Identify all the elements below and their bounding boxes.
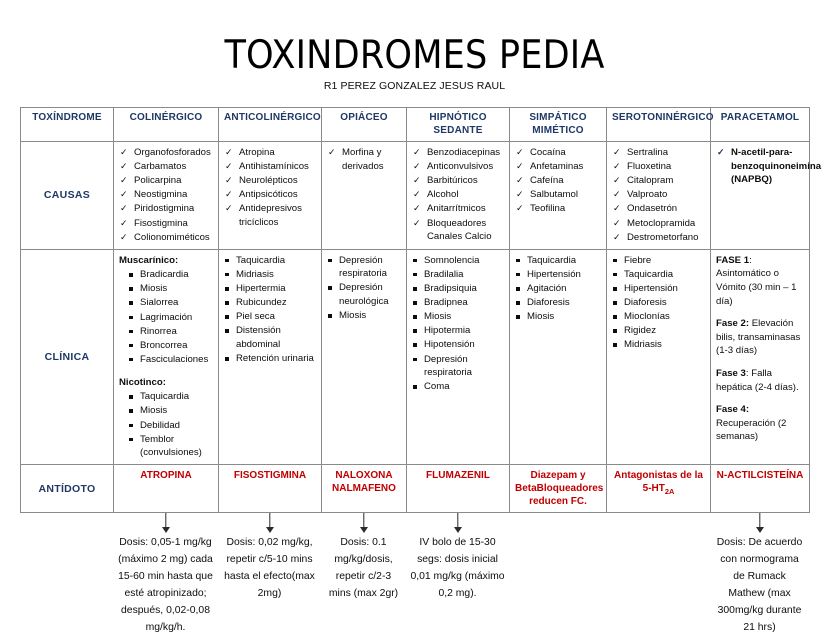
row-label-clinica: CLÍNICA — [21, 249, 114, 465]
antidote-simpatico: Diazepam y BetaBloqueadores reducen FC. — [510, 465, 607, 513]
dose-note-flumazenil — [406, 513, 509, 602]
list-item: ✓ Ondasetrón — [612, 202, 705, 216]
dose-note-n-acetilcisteina — [710, 513, 809, 636]
table-row-clinica — [21, 249, 810, 465]
row-label-causas: CAUSAS — [21, 142, 114, 250]
phase-label: Fase 2: — [716, 318, 750, 330]
list-item: ✓ Antihistamínicos — [224, 160, 316, 174]
down-arrow-icon — [406, 513, 509, 535]
list-item: Miosis — [128, 404, 213, 418]
list-item: ✓ Barbitúricos — [412, 174, 504, 188]
row-label-antidoto: ANTÍDOTO — [21, 465, 114, 513]
list-item: ✓ Anitarrítmicos — [412, 202, 504, 216]
cell-causas-simpatico — [510, 142, 607, 250]
antidote-anticolinergico: FISOSTIGMINA — [219, 465, 322, 513]
cell-clinica-hipnotico — [407, 249, 510, 465]
dose-note-text: Dosis: 0.1 mg/kg/dosis, repetir c/2-3 mins (max 2gr) — [328, 537, 399, 599]
list-clinica-simpatico — [515, 254, 601, 324]
list-item: ✓ Organofosforados — [119, 146, 213, 160]
column-header-simpatico-mimetico: SIMPÁTICO MIMÉTICO — [510, 108, 607, 142]
list-causas-colinergico — [119, 146, 213, 244]
phase-label: Fase 4: — [716, 404, 750, 416]
list-item: Bradipnea — [412, 296, 504, 310]
arrow-head — [162, 527, 170, 533]
list-item: ✓ Neurolépticos — [224, 174, 316, 188]
down-arrow-icon — [321, 513, 406, 535]
table-header-row — [21, 108, 810, 142]
paracetamol-phase: Fase 3: Falla hepática (2-4 días). — [716, 368, 799, 393]
title-block — [0, 0, 829, 92]
arrow-head — [756, 527, 764, 533]
phase-label: FASE 1 — [716, 254, 750, 266]
list-item: ✓ Bloqueadores Canales Calcio — [412, 217, 504, 244]
list-item: Miosis — [327, 309, 401, 323]
list-item: ✓ Metoclopramida — [612, 217, 705, 231]
list-item: ✓ Alcohol — [412, 188, 504, 202]
list-item: ✓ Benzodiacepinas — [412, 146, 504, 160]
list-causas-hipnotico — [412, 146, 504, 244]
list-causas-simpatico — [515, 146, 601, 216]
list-item: Fiebre — [612, 254, 705, 268]
list-item: ✓ N-acetil-para-benzoquinoneimina (NAPBQ) — [716, 146, 804, 187]
list-item: Depresión respiratoria — [412, 353, 504, 380]
cell-clinica-simpatico — [510, 249, 607, 465]
list-causas-opiaceo — [327, 146, 401, 173]
column-header-paracetamol: PARACETAMOL — [711, 108, 810, 142]
list-item: ✓ Cafeína — [515, 174, 601, 188]
toxindromes-table — [20, 107, 822, 513]
list-item: ✓ Policarpina — [119, 174, 213, 188]
paracetamol-phase-list — [716, 254, 804, 444]
list-item: Depresión respiratoria — [327, 254, 401, 281]
list-item: Mioclonías — [612, 310, 705, 324]
list-item: ✓ Teofilina — [515, 202, 601, 216]
list-item: Depresión neurológica — [327, 281, 401, 308]
list-item: Distensión abdominal — [224, 324, 316, 351]
list-item: ✓ Atropina — [224, 146, 316, 160]
list-clinica-nicotinico — [128, 390, 213, 460]
list-causas-anticolinergico — [224, 146, 316, 230]
cell-causas-paracetamol — [711, 142, 822, 250]
list-item: Somnolencia — [412, 254, 504, 268]
antidote-paracetamol: N-ACTILCISTEÍNA — [711, 465, 810, 513]
list-item: Diaforesis — [612, 296, 705, 310]
list-item: ✓ Carbamatos — [119, 160, 213, 174]
dose-note-text: Dosis: 0,05-1 mg/kg (máximo 2 mg) cada 15-60 min hasta que esté atropinizado; después, 0,02-0,08 mg/kg/h. — [118, 537, 213, 633]
cell-causas-colinergico — [114, 142, 219, 250]
page-title: TOXINDROMES PEDIA — [224, 33, 605, 78]
column-header-serotoninergico: SEROTONINÉRGICO — [607, 108, 711, 142]
cell-clinica-anticolinergico — [219, 249, 322, 465]
column-header-anticolinergico: ANTICOLINÉRGICO — [219, 108, 322, 142]
list-item: Piel seca — [224, 310, 316, 324]
list-item: Midriasis — [612, 338, 705, 352]
list-item: ✓ Piridostigmina — [119, 202, 213, 216]
list-item: ✓ Antidepresivos tricíclicos — [224, 202, 316, 229]
list-item: Hipotermia — [412, 324, 504, 338]
cell-clinica-serotoninergico — [607, 249, 711, 465]
paracetamol-phase: FASE 1: Asintomático o Vómito (30 min – 1 día) — [716, 254, 797, 307]
list-item: Hipotensión — [412, 338, 504, 352]
list-item: Midriasis — [224, 268, 316, 282]
list-item: ✓ Sertralina — [612, 146, 705, 160]
dose-note-text: Dosis: De acuerdo con normograma de Rumack Mathew (max 300mg/kg durante 21 hrs) — [716, 537, 803, 633]
page-subtitle: R1 PEREZ GONZALEZ JESUS RAUL — [323, 80, 506, 92]
list-clinica-serotoninergico — [612, 254, 705, 352]
list-item: Taquicardia — [224, 254, 316, 268]
column-header-colinergico: COLINÉRGICO — [114, 108, 219, 142]
group-spacer — [119, 367, 213, 376]
down-arrow-icon — [113, 513, 218, 535]
clinica-nicotinico-title: Nicotinco: — [119, 376, 166, 388]
list-item: Rubicundez — [224, 296, 316, 310]
list-item: ✓ Antipsicóticos — [224, 188, 316, 202]
paracetamol-phase: Fase 4: Recuperación (2 semanas) — [716, 404, 787, 443]
cell-clinica-colinergico — [114, 249, 219, 465]
dose-note-atropina — [113, 513, 218, 636]
list-item: ✓ Neostigmina — [119, 188, 213, 202]
antidote-colinergico: ATROPINA — [114, 465, 219, 513]
list-item: Debilidad — [128, 419, 213, 433]
antidote-opiaceo: NALOXONA NALMAFENO — [322, 465, 407, 513]
list-item: Taquicardia — [612, 268, 705, 282]
list-clinica-anticolinergico — [224, 254, 316, 366]
list-item: Lagrimación — [128, 311, 213, 325]
list-item: Fasciculaciones — [128, 353, 213, 367]
clinica-muscarinico-title: Muscarínico: — [119, 254, 179, 266]
list-item: ✓ Cocaína — [515, 146, 601, 160]
column-header-opiaceo: OPIÁCEO — [322, 108, 407, 142]
list-item: ✓ Anfetaminas — [515, 160, 601, 174]
dose-note-text: Dosis: 0,02 mg/kg, repetir c/5-10 mins hasta el efecto(max 2mg) — [224, 537, 315, 599]
list-item: Broncorrea — [128, 339, 213, 353]
list-item: ✓ Colionomiméticos — [119, 231, 213, 245]
cell-causas-opiaceo — [322, 142, 407, 250]
list-item: Coma — [412, 380, 504, 394]
dose-note-fisostigmina — [218, 513, 321, 602]
list-item: Taquicardia — [128, 390, 213, 404]
list-item: ✓ Fluoxetina — [612, 160, 705, 174]
list-item: ✓ Fisostigmina — [119, 217, 213, 231]
list-clinica-hipnotico — [412, 254, 504, 394]
arrow-head — [454, 527, 462, 533]
antidote-serotoninergico — [607, 465, 711, 513]
list-item: Rigidez — [612, 324, 705, 338]
list-clinica-muscarinico — [128, 268, 213, 366]
antidote-hipnotico: FLUMAZENIL — [407, 465, 510, 513]
list-clinica-opiaceo — [327, 254, 401, 323]
list-item: Sialorrea — [128, 296, 213, 310]
cell-clinica-opiaceo — [322, 249, 407, 465]
list-item: Hipertensión — [612, 282, 705, 296]
cell-causas-anticolinergico — [219, 142, 322, 250]
arrow-head — [360, 527, 368, 533]
table-row-antidoto — [21, 465, 810, 513]
list-item: Hipertensión — [515, 268, 601, 282]
cell-clinica-paracetamol — [711, 249, 810, 465]
column-header-toxindrome: TOXÍNDROME — [21, 108, 114, 142]
list-item: Hipertermia — [224, 282, 316, 296]
dose-note-naloxona — [321, 513, 406, 602]
cell-causas-hipnotico — [407, 142, 510, 250]
list-causas-paracetamol — [716, 146, 822, 187]
list-item: Bradipsiquia — [412, 282, 504, 296]
list-item: Rinorrea — [128, 325, 213, 339]
list-item: Temblor (convulsiones) — [128, 433, 213, 460]
dose-note-text: IV bolo de 15-30 segs: dosis inicial 0,01 mg/kg (máximo 0,2 mg). — [410, 537, 505, 599]
paracetamol-phase: Fase 2: Elevación bilis, transaminasas (1-3 días) — [716, 318, 801, 357]
list-item: ✓ Morfina y derivados — [327, 146, 401, 173]
dose-notes-area — [20, 513, 809, 640]
column-header-hipnotico-sedante: HIPNÓTICO SEDANTE — [407, 108, 510, 142]
list-item: ✓ Anticonvulsivos — [412, 160, 504, 174]
cell-causas-serotoninergico — [607, 142, 711, 250]
antidote-serotoninergico-label: Antagonistas de la 5-HT — [614, 470, 703, 495]
list-item: ✓ Salbutamol — [515, 188, 601, 202]
down-arrow-icon — [218, 513, 321, 535]
list-item: ✓ Destrometorfano — [612, 231, 705, 245]
table-row-causas — [21, 142, 810, 250]
list-item: Bradicardia — [128, 268, 213, 282]
list-item: Agitación — [515, 282, 601, 296]
toxindromes-table-wrapper — [20, 107, 822, 513]
list-item: Retención urinaria — [224, 352, 316, 366]
arrow-head — [266, 527, 274, 533]
list-item: Miosis — [515, 310, 601, 324]
antidote-serotoninergico-subscript: 2A — [664, 487, 675, 497]
list-item: Diaforesis — [515, 296, 601, 310]
list-item: Bradilalia — [412, 268, 504, 282]
list-causas-serotoninergico — [612, 146, 705, 244]
down-arrow-icon — [710, 513, 809, 535]
list-item: ✓ Valproato — [612, 188, 705, 202]
phase-label: Fase 3 — [716, 368, 746, 380]
list-item: ✓ Citalopram — [612, 174, 705, 188]
list-item: Miosis — [128, 282, 213, 296]
list-item: Taquicardia — [515, 254, 601, 268]
list-item: Miosis — [412, 310, 504, 324]
